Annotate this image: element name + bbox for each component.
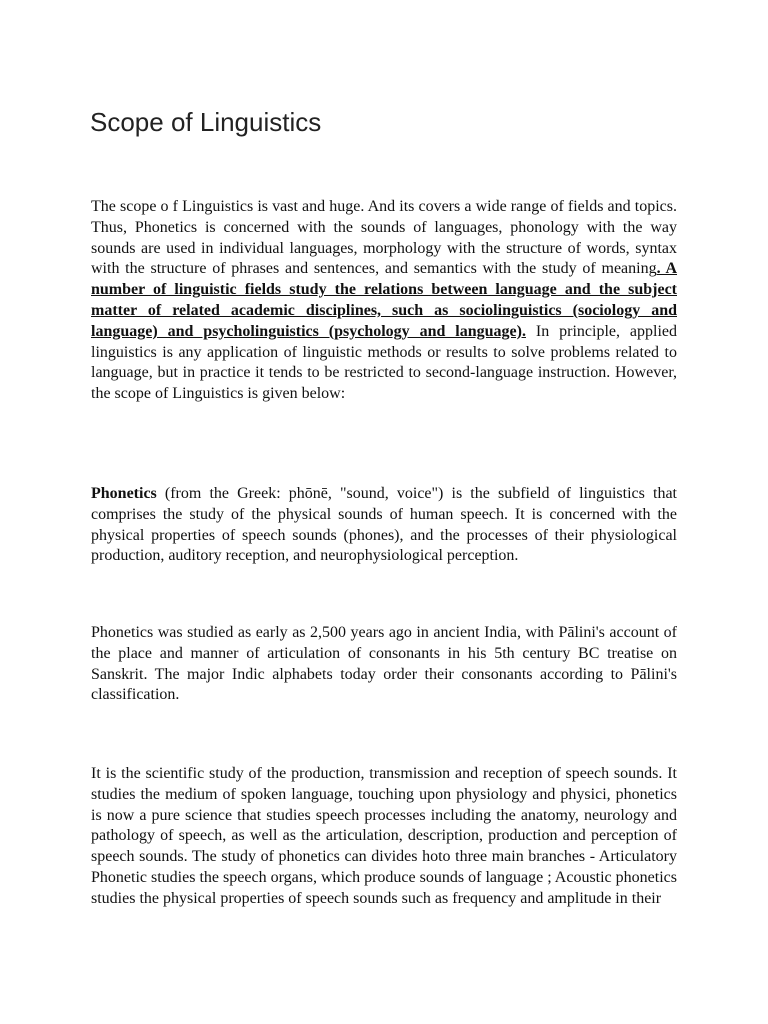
phonetics-definition-paragraph (91, 484, 677, 567)
phonetics-history-paragraph: Phonetics was studied as early as 2,500 years ago in ancient India, with Pālini's account of the place and manner of articulation of consonants in his 5th century BC treatise on Sanskrit. The major Indic alphabets today order their consonants according to Pālini's classification. (91, 624, 677, 704)
intro-text-end: In principle, applied linguistics is any application of linguistic methods or results to solve problems related to language, but in practice it tends to be restricted to second-language instruction. However, the scope of Linguistics is given below: (91, 322, 678, 403)
intro-paragraph (91, 197, 677, 405)
intro-emphasis-text: . A number of linguistic fields study the relations between language and the subject matter of related academic disciplines, such as sociolinguistics (sociology and language) and psycholinguistics (psychology and language). (91, 260, 678, 340)
phonetics-term: Phonetics (91, 485, 157, 502)
intro-text-start: The scope o f Linguistics is vast and huge. And its covers a wide range of fields and topics. Thus, Phonetics is concerned with the sounds of languages, phonology with the way sounds are used in individual languages, morphology with the structure of words, syntax with the structure of phrases and sentences, and semantics with the study of meaning (91, 198, 677, 278)
phonetics-branches-paragraph: It is the scientific study of the production, transmission and reception of speech sounds. It studies the medium of spoken language, touching upon physiology and physici, phonetics is now a pure science that studies speech processes including the anatomy, neurology and pathology of speech, as well as the articulation, description, production and perception of speech sounds. The study of phonetics can divides hoto three main branches - Articulatory Phonetic studies the speech organs, which produce sounds of language ; Acoustic phonetics studies the physical properties of speech sounds such as frequency and amplitude in their (91, 765, 677, 907)
page-title: Scope of Linguistics (90, 107, 322, 137)
phonetics-definition-text: (from the Greek: phōnē, "sound, voice") is the subfield of linguistics that comprises the study of the physical sounds of human speech. It is concerned with the physical properties of speech sounds (phones), and the processes of their physiological production, auditory reception, and neurophysiological perception. (91, 485, 677, 565)
